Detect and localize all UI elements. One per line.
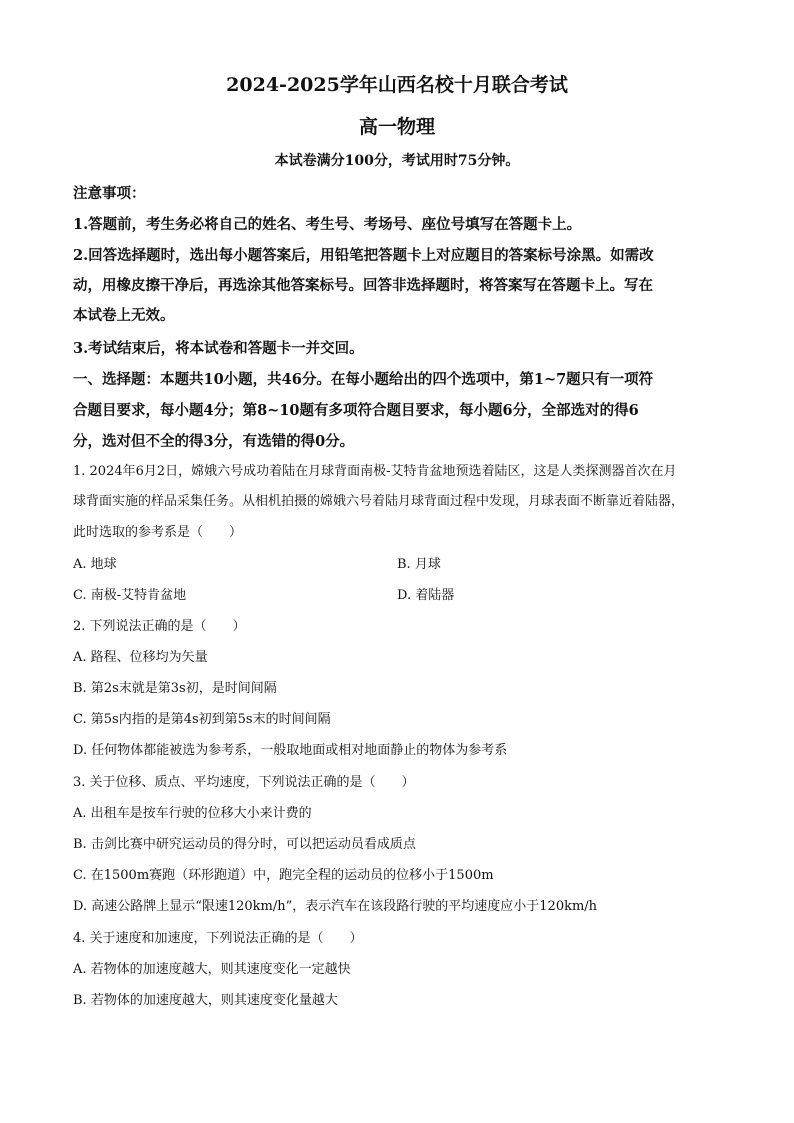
note-1: 1.答题前，考生务必将自己的姓名、考生号、考场号、座位号填写在答题卡上。 xyxy=(73,216,582,233)
q1-stem-line-1: 1. 2024年6月2日，嫦娥六号成功着陆在月球背面南极-艾特肯盆地预选着陆区，这是人类探测器首次在月 xyxy=(73,464,677,479)
q2-stem: 2. 下列说法正确的是（ ） xyxy=(73,619,246,634)
q3-option-c: C. 在1500m赛跑（环形跑道）中，跑完全程的运动员的位移小于1500m xyxy=(73,868,494,883)
q2-option-c: C. 第5s内指的是第4s初到第5s末的时间间隔 xyxy=(73,712,331,727)
q3-option-a: A. 出租车是按车行驶的位移大小来计费的 xyxy=(73,806,312,821)
exam-title: 2024-2025学年山西名校十月联合考试 xyxy=(226,74,568,96)
notes-heading: 注意事项： xyxy=(73,185,146,202)
section1-line-1: 一、选择题：本题共10小题，共46分。在每小题给出的四个选项中，第1~7题只有一项符 xyxy=(73,371,654,388)
exam-info: 本试卷满分100分，考试用时75分钟。 xyxy=(274,153,520,169)
exam-subject: 高一物理 xyxy=(358,116,435,138)
q3-option-b: B. 击剑比赛中研究运动员的得分时，可以把运动员看成质点 xyxy=(73,837,416,852)
q4-option-b: B. 若物体的加速度越大，则其速度变化量越大 xyxy=(73,993,338,1008)
q1-option-d: D. 着陆器 xyxy=(397,588,455,603)
note-3: 3.考试结束后，将本试卷和答题卡一并交回。 xyxy=(73,340,364,357)
q4-option-a: A. 若物体的加速度越大，则其速度变化一定越快 xyxy=(73,962,351,977)
q1-stem-line-3: 此时选取的参考系是（ ） xyxy=(73,525,243,540)
q1-option-a: A. 地球 xyxy=(73,557,117,572)
q1-option-c: C. 南极-艾特肯盆地 xyxy=(73,588,187,603)
note-2-line-2: 动，用橡皮擦干净后，再选涂其他答案标号。回答非选择题时，将答案写在答题卡上。写在 xyxy=(73,277,653,294)
q3-stem: 3. 关于位移、质点、平均速度，下列说法正确的是（ ） xyxy=(73,775,415,790)
q2-option-b: B. 第2s末就是第3s初，是时间间隔 xyxy=(73,681,277,696)
note-2-line-3: 本试卷上无效。 xyxy=(73,307,175,324)
q4-stem: 4. 关于速度和加速度，下列说法正确的是（ ） xyxy=(73,931,363,946)
q3-option-d: D. 高速公路牌上显示“限速120km/h”，表示汽车在该段路行驶的平均速度应小于120km/h xyxy=(73,899,598,914)
q2-option-a: A. 路程、位移均为矢量 xyxy=(73,650,208,665)
section1-line-2: 合题目要求，每小题4分；第8~10题有多项符合题目要求，每小题6分，全部选对的得6 xyxy=(73,402,639,419)
q2-option-d: D. 任何物体都能被选为参考系，一般取地面或相对地面静止的物体为参考系 xyxy=(73,743,508,758)
section1-line-3: 分，选对但不全的得3分，有选错的得0分。 xyxy=(73,433,355,450)
note-2-line-1: 2.回答选择题时，选出每小题答案后，用铅笔把答题卡上对应题目的答案标号涂黑。如需改 xyxy=(73,247,654,264)
q1-option-b: B. 月球 xyxy=(397,557,441,572)
q1-stem-line-2: 球背面实施的样品采集任务。从相机拍摄的嫦娥六号着陆月球背面过程中发现，月球表面不断靠近着陆器， xyxy=(73,494,685,509)
